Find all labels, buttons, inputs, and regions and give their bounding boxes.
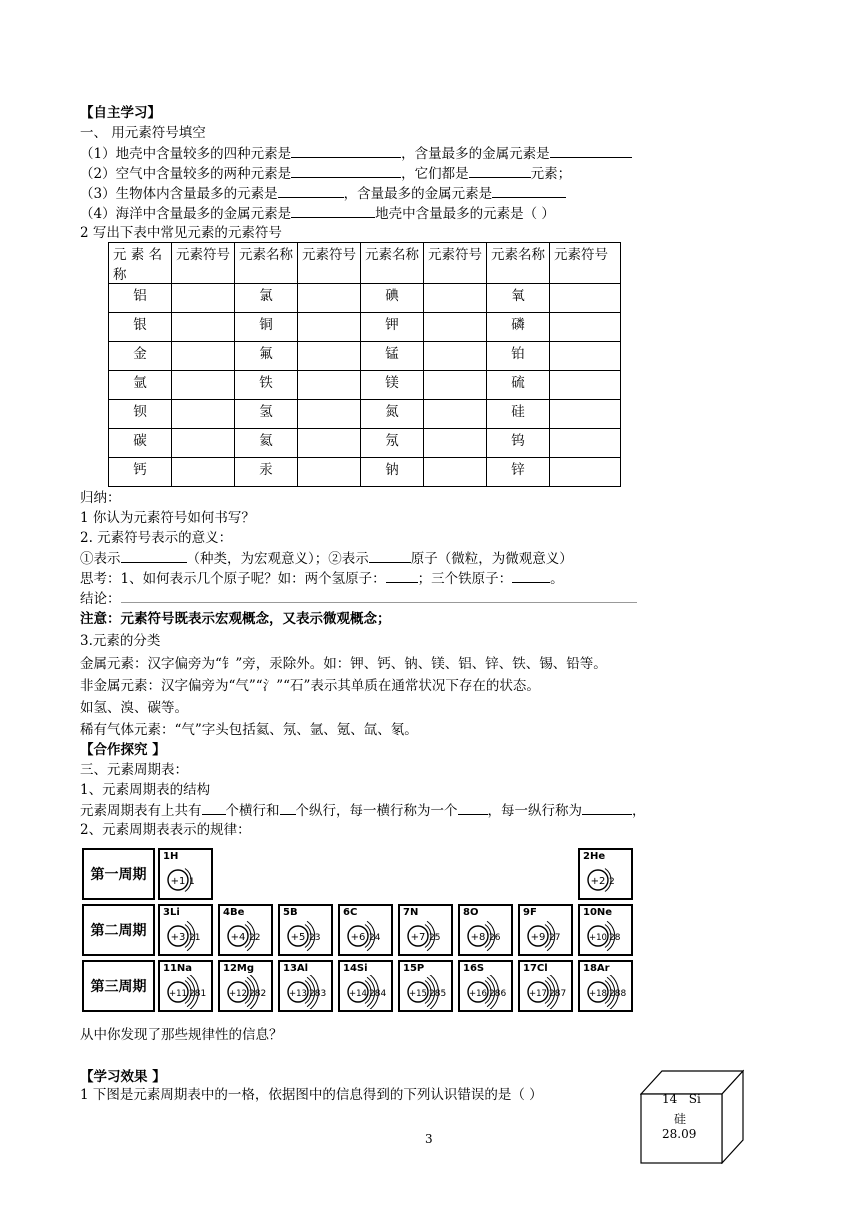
element-cell: [338, 960, 393, 1012]
periodic-table-title: 三、元素周期表：: [80, 762, 188, 778]
page-number: 3: [425, 1132, 433, 1146]
element-name: 钨: [487, 429, 550, 458]
element-cell: [218, 904, 273, 956]
element-label: 9F: [523, 907, 537, 918]
nucleus-charge: +3: [170, 932, 186, 943]
symbol-answer[interactable]: [298, 284, 361, 313]
element-label: 10Ne: [583, 907, 613, 918]
symbol-answer[interactable]: [550, 284, 621, 313]
q1-text-b: ，含量最多的金属元素是: [401, 146, 550, 162]
element-name: 钙: [109, 458, 172, 487]
table-header-row: [109, 243, 621, 284]
nucleus-charge: +16: [469, 989, 487, 999]
meaning-blank-2[interactable]: [369, 549, 411, 563]
element-cube-icon: [640, 1068, 744, 1164]
q1-blank-2[interactable]: [550, 144, 632, 158]
element-cell: [398, 960, 453, 1012]
nucleus-charge: +6: [350, 932, 366, 943]
note: 注意：元素符号既表示宏观概念，又表示微观概念；: [80, 611, 391, 627]
struct-text-e: ，: [632, 803, 646, 819]
nucleus-charge: +18: [589, 989, 607, 999]
electron-configuration: 287: [549, 989, 567, 999]
table-row: [109, 458, 621, 487]
ind3-text-a: ①表示: [80, 551, 121, 567]
element-cell: [518, 904, 573, 956]
header-cell: 元素符号: [172, 243, 235, 284]
table-row: [109, 342, 621, 371]
symbol-answer[interactable]: [550, 342, 621, 371]
symbol-answer[interactable]: [424, 400, 487, 429]
element-cell: [338, 904, 393, 956]
element-cell: [398, 904, 453, 956]
table-row: [109, 313, 621, 342]
think-text-a: 思考：1、如何表示几个原子呢？如：两个氢原子：: [80, 571, 386, 587]
section2-title: 2 写出下表中常见元素的元素符号: [80, 225, 282, 241]
column-name-blank[interactable]: [582, 801, 632, 815]
header-cell: 元 素 名称: [109, 243, 172, 284]
q4-text-a: （4）海洋中含量最多的金属元素是: [80, 206, 292, 222]
electron-configuration: 283: [309, 989, 327, 999]
element-cell: [458, 904, 513, 956]
nucleus-charge: +10: [589, 933, 607, 943]
element-cell: [218, 960, 273, 1012]
struct-text-a: 元素周期表有上共有: [80, 803, 202, 819]
nucleus-charge: +14: [349, 989, 367, 999]
conclusion-blank[interactable]: [121, 589, 637, 603]
symbol-answer[interactable]: [298, 458, 361, 487]
ind3-text-b: （种类，为宏观意义）；②表示: [186, 551, 369, 567]
symbol-answer[interactable]: [550, 429, 621, 458]
struct-text-b: 个横行和: [225, 803, 280, 819]
table-row: [109, 400, 621, 429]
element-name: 硅: [487, 400, 550, 429]
nucleus-charge: +4: [230, 932, 246, 943]
element-cell: [578, 960, 633, 1012]
element-name: 铁: [235, 371, 298, 400]
electron-configuration: 22: [249, 933, 261, 943]
question-4: [80, 204, 555, 223]
symbol-answer[interactable]: [298, 400, 361, 429]
atom-structure-icon: [162, 863, 212, 897]
element-name: 氖: [361, 429, 424, 458]
symbol-answer[interactable]: [424, 342, 487, 371]
element-label: 12Mg: [223, 963, 255, 974]
symbol-answer[interactable]: [424, 458, 487, 487]
element-label: 5B: [283, 907, 298, 918]
q2-text-b: ，它们都是: [401, 166, 469, 182]
think-text-c: 。: [550, 571, 564, 587]
electron-configuration: 27: [549, 933, 561, 943]
atom-structure-icon: [342, 919, 392, 953]
think-text-b: ；三个铁原子：: [417, 571, 513, 587]
element-name: 磷: [487, 313, 550, 342]
induce-label: 归纳：: [80, 490, 121, 506]
header-cell: 元素名称: [361, 243, 424, 284]
atom-structure-icon: [522, 919, 572, 953]
struct-text-c: 个纵行，每一横行称为一个: [295, 803, 458, 819]
electron-configuration: 25: [429, 933, 441, 943]
struct-text-d: ，每一纵行称为: [487, 803, 582, 819]
element-cell: [518, 960, 573, 1012]
nucleus-charge: +17: [529, 989, 547, 999]
nucleus-charge: +13: [289, 989, 307, 999]
element-name: 氟: [235, 342, 298, 371]
electron-configuration: 1: [189, 877, 195, 887]
symbol-answer[interactable]: [172, 371, 235, 400]
q4-blank-1[interactable]: [291, 204, 375, 218]
classify-title: 3.元素的分类: [80, 633, 161, 649]
atom-structure-icon: [582, 863, 632, 897]
symbol-answer[interactable]: [298, 313, 361, 342]
period-label: 第一周期: [82, 848, 155, 900]
element-name: 锌: [487, 458, 550, 487]
q3-blank-1[interactable]: [278, 184, 344, 198]
table-row: [109, 284, 621, 313]
conclusion-label: 结论：: [80, 591, 121, 607]
atomic-number: 14: [662, 1092, 678, 1106]
element-symbol-table: [108, 242, 621, 487]
nucleus-charge: +15: [409, 989, 427, 999]
periodic-structure-question: [80, 801, 646, 820]
element-label: 2He: [583, 851, 606, 862]
electron-configuration: 282: [249, 989, 267, 999]
atom-structure-icon: [162, 975, 212, 1009]
element-cell: [578, 904, 633, 956]
nucleus-charge: +1: [170, 876, 186, 887]
electron-configuration: 286: [489, 989, 507, 999]
table-row: [109, 371, 621, 400]
induce-item-1: 1 你认为元素符号如何书写？: [80, 510, 255, 526]
symbol-answer[interactable]: [172, 313, 235, 342]
symbol-answer[interactable]: [298, 429, 361, 458]
period-label: 第二周期: [82, 904, 155, 956]
element-label: 3Li: [163, 907, 180, 918]
atom-structure-icon: [222, 975, 272, 1009]
symbol-answer[interactable]: [424, 313, 487, 342]
element-label: 17Cl: [523, 963, 548, 974]
atom-structure-icon: [582, 975, 632, 1009]
header-cell: 元素符号: [298, 243, 361, 284]
element-cell: [458, 960, 513, 1012]
periodic-rules-title: 2、元素周期表表示的规律：: [80, 822, 251, 838]
symbol-answer[interactable]: [298, 342, 361, 371]
atomic-mass: 28.09: [662, 1127, 697, 1141]
element-name: 碳: [109, 429, 172, 458]
atom-structure-icon: [162, 919, 212, 953]
noble-gas-text: 稀有气体元素：“气”字头包括氦、氖、氩、氪、氙、氡。: [80, 722, 418, 738]
element-cell: [578, 848, 633, 900]
atom-structure-icon: [402, 975, 452, 1009]
electron-configuration: 26: [489, 933, 501, 943]
electron-configuration: 285: [429, 989, 447, 999]
nonmetal-text: 非金属元素：汉字偏旁为“气”“氵”“石”表示其单质在通常状况下存在的状态。: [80, 678, 540, 694]
heading-cooperate: 【合作探究 】: [80, 742, 166, 758]
nucleus-charge: +8: [470, 932, 486, 943]
think-line: [80, 569, 564, 588]
element-cell: [158, 904, 213, 956]
element-label: 8O: [463, 907, 479, 918]
section1-title: 一、 用元素符号填空: [80, 125, 206, 141]
atom-structure-icon: [462, 919, 512, 953]
periodic-table-diagram: [80, 846, 627, 1018]
element-name: 氮: [361, 400, 424, 429]
element-label: 6C: [343, 907, 358, 918]
nucleus-charge: +12: [229, 989, 247, 999]
electron-configuration: 23: [309, 933, 321, 943]
q2-text-a: （2）空气中含量较多的两种元素是: [80, 166, 292, 182]
rows-count-blank[interactable]: [202, 801, 226, 815]
symbol-answer[interactable]: [424, 284, 487, 313]
table-row: [109, 429, 621, 458]
q2-text-c: 元素；: [530, 166, 572, 182]
element-name: 氩: [109, 371, 172, 400]
metal-text: 金属元素：汉字偏旁为“钅”旁，汞除外。如：钾、钙、钠、镁、铝、锌、铁、锡、铅等。: [80, 656, 607, 672]
element-name: 金: [109, 342, 172, 371]
element-label: 7N: [403, 907, 419, 918]
atom-structure-icon: [282, 975, 332, 1009]
symbol-answer[interactable]: [424, 429, 487, 458]
element-name: 铜: [235, 313, 298, 342]
element-cell: [158, 848, 213, 900]
symbol-answer[interactable]: [172, 342, 235, 371]
element-label: 13Al: [283, 963, 309, 974]
symbol-answer[interactable]: [172, 429, 235, 458]
ind3-text-c: 原子（微粒，为微观意义）: [410, 551, 573, 567]
element-name: 氧: [487, 284, 550, 313]
symbol-answer[interactable]: [172, 400, 235, 429]
electron-configuration: 288: [609, 989, 627, 999]
symbol-answer[interactable]: [424, 371, 487, 400]
periodic-structure-title: 1、元素周期表的结构: [80, 782, 211, 798]
header-cell: 元素名称: [235, 243, 298, 284]
period-label: 第三周期: [82, 960, 155, 1012]
question-3: [80, 184, 566, 203]
symbol-answer[interactable]: [550, 371, 621, 400]
atom-structure-icon: [282, 919, 332, 953]
atom-structure-icon: [342, 975, 392, 1009]
symbol-answer[interactable]: [172, 458, 235, 487]
element-name: 硅: [674, 1112, 687, 1126]
header-cell: 元素符号: [550, 243, 621, 284]
element-name: 氦: [235, 429, 298, 458]
example-text: 如氢、溴、碳等。: [80, 700, 188, 716]
element-name: 氯: [235, 284, 298, 313]
q3-blank-2[interactable]: [492, 184, 566, 198]
pattern-question: 从中你发现了那些规律性的信息？: [80, 1027, 283, 1043]
element-symbol: Si: [688, 1092, 701, 1106]
element-name: 镁: [361, 371, 424, 400]
element-name: 硫: [487, 371, 550, 400]
electron-configuration: 284: [369, 989, 387, 999]
symbol-answer[interactable]: [550, 400, 621, 429]
nucleus-charge: +2: [590, 876, 606, 887]
silicon-element-cell: [640, 1068, 744, 1164]
atom-structure-icon: [462, 975, 512, 1009]
electron-configuration: 2: [609, 877, 615, 887]
element-label: 15P: [403, 963, 425, 974]
q3-text-a: （3）生物体内含量最多的元素是: [80, 186, 278, 202]
heading-learning-effect: 【学习效果 】: [80, 1069, 166, 1085]
element-label: 11Na: [163, 963, 193, 974]
q2-blank-1[interactable]: [291, 164, 401, 178]
heading-self-study: 【自主学习】: [80, 105, 161, 121]
three-fe-atoms-blank[interactable]: [512, 569, 550, 583]
element-name: 碘: [361, 284, 424, 313]
q2-blank-2[interactable]: [469, 164, 531, 178]
element-name: 锰: [361, 342, 424, 371]
element-cell: [278, 960, 333, 1012]
element-name: 氢: [235, 400, 298, 429]
atom-structure-icon: [402, 919, 452, 953]
element-name: 钾: [361, 313, 424, 342]
meaning-blank-1[interactable]: [121, 549, 187, 563]
element-cell: [158, 960, 213, 1012]
header-cell: 元素符号: [424, 243, 487, 284]
induce-item-2: 2. 元素符号表示的意义：: [80, 530, 233, 546]
element-name: 钠: [361, 458, 424, 487]
element-label: 14Si: [343, 963, 368, 974]
nucleus-charge: +9: [530, 932, 546, 943]
row-name-blank[interactable]: [458, 801, 488, 815]
electron-configuration: 28: [609, 933, 621, 943]
symbol-answer[interactable]: [550, 313, 621, 342]
electron-configuration: 24: [369, 933, 381, 943]
atom-structure-icon: [222, 919, 272, 953]
element-name: 铝: [109, 284, 172, 313]
electron-configuration: 281: [189, 989, 207, 999]
element-name: 铂: [487, 342, 550, 371]
nucleus-charge: +7: [410, 932, 426, 943]
question-2: [80, 164, 571, 183]
q4-text-b: 地壳中含量最多的元素是（ ）: [375, 206, 555, 222]
q1-blank-1[interactable]: [291, 144, 401, 158]
q3-text-b: ，含量最多的金属元素是: [343, 186, 493, 202]
nucleus-charge: +5: [290, 932, 306, 943]
symbol-answer[interactable]: [550, 458, 621, 487]
element-label: 1H: [163, 851, 179, 862]
effect-question-1: 1 下图是元素周期表中的一格，依据图中的信息得到的下列认识错误的是（ ）: [80, 1087, 543, 1103]
element-label: 18Ar: [583, 963, 610, 974]
q1-text-a: （1）地壳中含量较多的四种元素是: [80, 146, 292, 162]
atom-structure-icon: [522, 975, 572, 1009]
element-cell: [278, 904, 333, 956]
atom-structure-icon: [582, 919, 632, 953]
element-name: 汞: [235, 458, 298, 487]
conclusion-line: [80, 589, 637, 608]
induce-item-3: [80, 549, 573, 568]
columns-count-blank[interactable]: [280, 801, 296, 815]
nucleus-charge: +11: [169, 989, 187, 999]
electron-configuration: 21: [189, 933, 201, 943]
header-cell: 元素名称: [487, 243, 550, 284]
element-label: 16S: [463, 963, 485, 974]
symbol-answer[interactable]: [172, 284, 235, 313]
symbol-answer[interactable]: [298, 371, 361, 400]
two-h-atoms-blank[interactable]: [386, 569, 418, 583]
element-label: 4Be: [223, 907, 245, 918]
element-name: 银: [109, 313, 172, 342]
element-name: 钡: [109, 400, 172, 429]
question-1: [80, 144, 632, 163]
atomic-number-symbol: [662, 1092, 701, 1106]
